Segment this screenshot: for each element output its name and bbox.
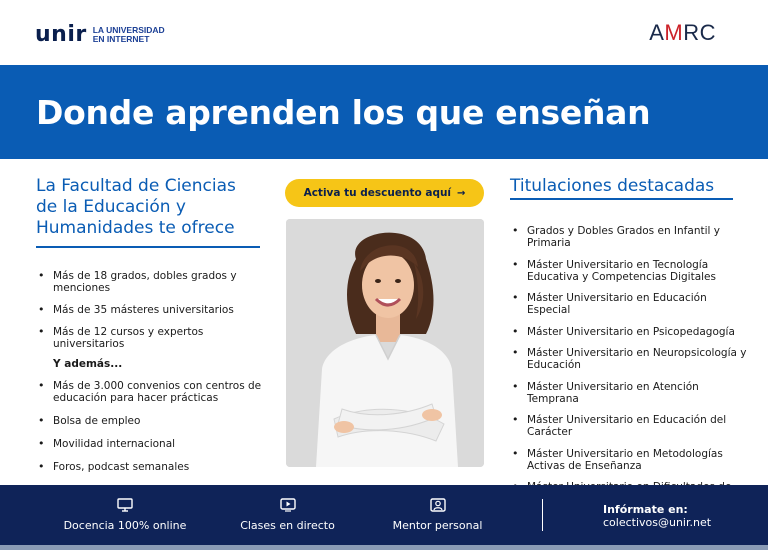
footer-divider	[542, 499, 543, 531]
ademas-label: Y además...	[53, 358, 123, 370]
right-title-divider	[510, 198, 733, 200]
feature-label: Mentor personal	[392, 519, 483, 532]
list-item: • Movilidad internacional	[36, 438, 266, 450]
list-item: • Máster Universitario en Tecnología Educativa y Competencias Digitales	[510, 259, 750, 283]
unir-logo[interactable]	[35, 22, 165, 47]
arrow-right-icon: →	[457, 187, 466, 199]
faculty-offer-list	[36, 270, 258, 360]
list-item: • Máster Universitario en Atención Temprana	[510, 381, 750, 405]
feature-live-classes	[225, 485, 350, 545]
list-item: • Más de 12 cursos y expertos universitarios	[36, 326, 258, 350]
list-item: • Bolsa de empleo	[36, 415, 266, 427]
list-item: • Grados y Dobles Grados en Infantil y Primaria	[510, 225, 750, 249]
featured-degrees-list	[510, 225, 750, 527]
featured-degrees-title: Titulaciones destacadas	[510, 176, 715, 196]
extra-benefits-list	[36, 380, 266, 484]
list-item: • Más de 3.000 convenios con centros de educación para hacer prácticas	[36, 380, 266, 404]
list-item: • Más de 35 másteres universitarios	[36, 304, 258, 316]
feature-label: Clases en directo	[240, 519, 335, 532]
amrc-logo: AMRC	[649, 20, 716, 45]
left-title-divider	[36, 246, 260, 248]
list-item: • Máster Universitario en Educación Especial	[510, 292, 750, 316]
list-item: • Foros, podcast semanales	[36, 461, 266, 473]
teacher-photo	[286, 219, 484, 467]
feature-label: Docencia 100% online	[63, 519, 187, 532]
smiling-woman-image	[286, 219, 484, 467]
cta-label: Activa tu descuento aquí	[303, 187, 452, 199]
contact-email-link[interactable]: colectivos@unir.net	[603, 516, 712, 529]
list-item: • Máster Universitario en Neuropsicología y Educación	[510, 347, 750, 371]
play-screen-icon	[280, 498, 296, 515]
list-item: • Más de 18 grados, dobles grados y menciones	[36, 270, 258, 294]
unir-logo-word: unir	[35, 22, 87, 47]
activate-discount-button[interactable]	[285, 179, 484, 207]
unir-logo-tagline: LA UNIVERSIDAD EN INTERNET	[92, 24, 165, 44]
contact-info	[603, 503, 711, 529]
monitor-icon	[117, 498, 133, 515]
list-item: • Máster Universitario en Educación del Carácter	[510, 414, 750, 438]
list-item: • Máster Universitario en Psicopedagogía	[510, 326, 750, 338]
contact-heading: Infórmate en:	[603, 503, 688, 516]
feature-mentor	[380, 485, 495, 545]
list-item: • Máster Universitario en Metodologías Activas de Enseñanza	[510, 448, 750, 472]
bottom-strip	[0, 545, 768, 550]
feature-online	[55, 485, 195, 545]
hero-banner	[0, 65, 768, 159]
hero-title: Donde aprenden los que enseñan	[36, 93, 651, 132]
footer-bar	[0, 485, 768, 545]
top-bar	[0, 0, 768, 65]
faculty-offer-title: La Facultad de Ciencias de la Educación y Humanidades te ofrece	[36, 176, 236, 238]
person-frame-icon	[430, 498, 446, 515]
